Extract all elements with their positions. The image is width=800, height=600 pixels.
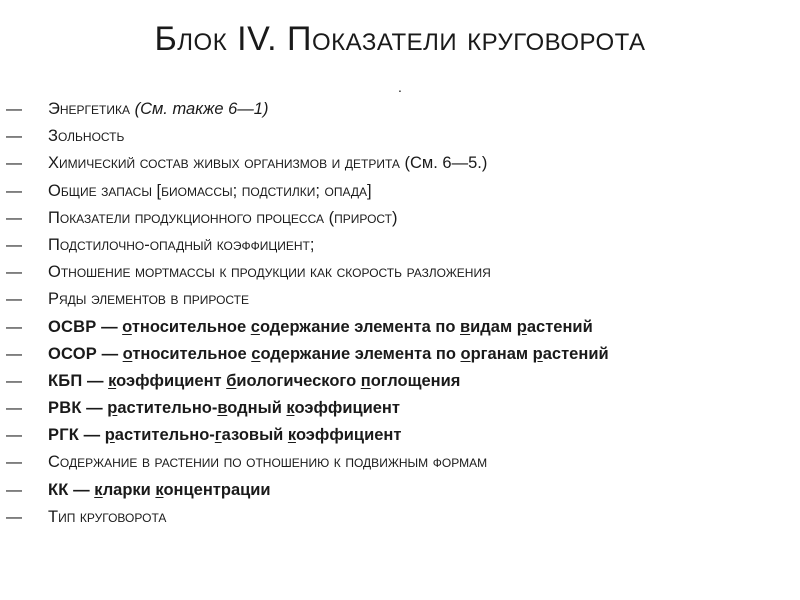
underlined-letter: к [94,480,103,499]
bullet-list [6,96,796,531]
list-item-text [48,178,372,205]
underlined-letter: к [286,399,295,418]
underlined-letter: п [360,371,371,390]
item-label: Подстилочно-опадный коэффициент; [48,235,315,254]
underlined-letter: к [155,480,164,499]
definition-part: тносительное [132,344,252,363]
list-item [6,96,796,123]
underlined-letter: о [122,344,133,363]
bullet-dash: — [6,454,22,472]
definition-part: астений [526,317,593,336]
separator: — [81,399,108,418]
definition-part: иологического [236,371,361,390]
item-label: Отношение мортмассы к продукции как скорость разложения [48,263,491,282]
separator: — [96,317,123,336]
definition-part: рганам [470,344,533,363]
cross-reference: (См. также 6—1) [134,100,269,118]
list-item-text [48,205,398,232]
definition-part: астений [542,344,609,363]
definition-part: азовый [221,426,288,445]
list-item [6,395,796,422]
list-item [6,477,796,504]
item-label: Энергетика [48,100,135,118]
definition-part: одержание элемента по [260,344,461,363]
definition-part: астительно- [114,426,215,445]
list-item-text [48,449,487,476]
list-item-text [48,286,249,313]
definition-part: оглощения [370,371,461,390]
definition-part: онцентрации [163,480,271,499]
bullet-dash: — [6,101,22,118]
underlined-letter: с [250,317,260,336]
underlined-letter: р [532,344,543,363]
list-item-text [48,259,491,286]
item-label: Зольность [48,127,125,146]
abbreviation: ОСОР [48,344,97,363]
list-item [6,422,796,449]
dot-marker: . [398,79,402,95]
bullet-dash: — [6,128,22,146]
bullet-dash: — [6,264,22,282]
abbreviation: РГК [48,426,80,445]
underlined-letter: р [107,399,118,418]
list-item-text [48,341,609,368]
list-item [6,314,796,341]
abbreviation: КК [48,480,69,499]
list-item [6,150,796,177]
list-item-text [48,368,460,395]
list-item [6,341,796,368]
bullet-dash: — [6,318,22,336]
list-item-text [48,395,400,422]
list-item [6,205,796,232]
underlined-letter: в [460,317,471,336]
list-item [6,259,796,286]
cross-reference: См. 6—5.) [410,154,488,173]
underlined-letter: б [226,371,237,390]
abbreviation: КБП [48,371,83,390]
list-item-text [48,96,268,123]
definition-part: оэффициент [116,371,227,390]
bullet-dash: — [6,400,22,418]
underlined-letter: с [251,344,261,363]
bullet-dash: — [6,427,22,445]
list-item [6,123,796,150]
bullet-dash: — [6,236,22,254]
underlined-letter: к [108,371,117,390]
list-item-text [48,422,401,449]
list-item-text [48,123,124,150]
list-item [6,178,796,205]
bullet-dash: — [6,209,22,227]
bullet-dash: — [6,481,22,499]
definition-part: оэффициент [294,399,400,418]
separator: — [79,426,105,445]
definition-part: идам [470,317,517,336]
bullet-dash: — [6,182,22,200]
item-label: Общие запасы [биомассы; подстилки; опада] [48,181,372,200]
list-item-text [48,150,487,177]
separator: — [82,371,109,390]
list-item [6,368,796,395]
definition-part: одержание элемента по [259,317,460,336]
list-item [6,504,796,531]
list-item-text [48,232,314,259]
list-item-text [48,504,166,531]
item-label: Показатели продукционного процесса (прирост) [48,208,398,227]
bullet-dash: — [6,508,22,526]
list-item [6,232,796,259]
underlined-letter: о [122,317,132,336]
item-label: Ряды элементов в приросте [48,290,250,309]
underlined-letter: р [516,317,527,336]
underlined-letter: р [104,426,115,445]
bullet-dash: — [6,291,22,309]
definition-part: ларки [102,480,156,499]
bullet-dash: — [6,372,22,390]
abbreviation: РВК [48,399,82,418]
underlined-letter: в [217,399,228,418]
list-item [6,286,796,313]
definition-part: оэффициент [295,426,402,445]
item-label: Тип круговорота [48,507,167,526]
list-item [6,449,796,476]
list-item-text [48,314,593,341]
list-item-text [48,477,271,504]
definition-part: астительно- [117,399,218,418]
definition-part: тносительное [131,317,251,336]
item-label: Химический состав живых организмов и детрита ( [48,154,410,173]
separator: — [68,480,95,499]
abbreviation: ОСВР [48,317,97,336]
slide-title: Блок IV. Показатели круговорота [154,20,646,58]
separator: — [96,344,123,363]
underlined-letter: к [287,426,296,445]
bullet-dash: — [6,155,22,173]
underlined-letter: г [214,426,222,445]
definition-part: одный [227,399,287,418]
item-label: Содержание в растении по отношению к подвижным формам [48,453,488,472]
underlined-letter: о [460,344,471,363]
bullet-dash: — [6,345,22,363]
